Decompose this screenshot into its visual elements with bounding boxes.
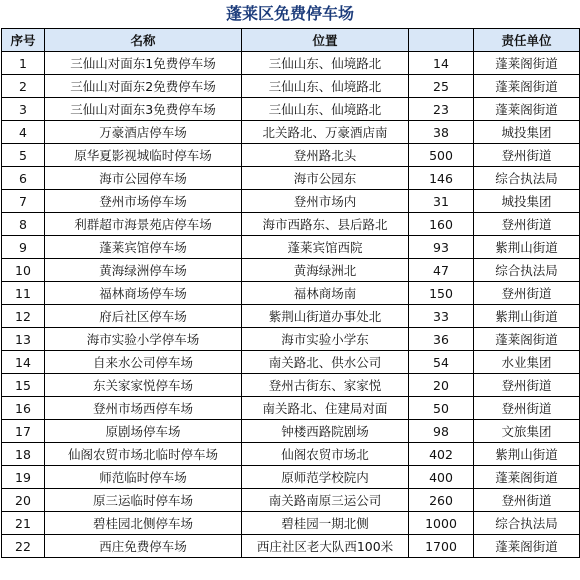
cell-unit: 蓬莱阁街道 xyxy=(474,328,580,351)
cell-name: 蓬莱宾馆停车场 xyxy=(45,236,242,259)
cell-count: 400 xyxy=(409,466,474,489)
cell-name: 仙阁农贸市场北临时停车场 xyxy=(45,443,242,466)
cell-unit: 登州街道 xyxy=(474,213,580,236)
cell-index: 18 xyxy=(2,443,45,466)
table-row xyxy=(2,213,580,236)
header-row xyxy=(2,29,580,52)
table-row xyxy=(2,121,580,144)
cell-location: 南关路南原三运公司 xyxy=(242,489,409,512)
cell-unit: 蓬莱阁街道 xyxy=(474,98,580,121)
cell-name: 海市公园停车场 xyxy=(45,167,242,190)
cell-count: 1700 xyxy=(409,535,474,558)
header-location: 位置 xyxy=(242,29,409,52)
cell-location: 紫荆山街道办事处北 xyxy=(242,305,409,328)
table-row xyxy=(2,259,580,282)
cell-unit: 蓬莱阁街道 xyxy=(474,52,580,75)
cell-count: 38 xyxy=(409,121,474,144)
cell-index: 10 xyxy=(2,259,45,282)
cell-name: 三仙山对面东2免费停车场 xyxy=(45,75,242,98)
cell-unit: 登州街道 xyxy=(474,282,580,305)
cell-count: 160 xyxy=(409,213,474,236)
table-row xyxy=(2,75,580,98)
cell-name: 原三运临时停车场 xyxy=(45,489,242,512)
cell-unit: 紫荆山街道 xyxy=(474,305,580,328)
cell-location: 海市公园东 xyxy=(242,167,409,190)
cell-name: 海市实验小学停车场 xyxy=(45,328,242,351)
cell-name: 万豪酒店停车场 xyxy=(45,121,242,144)
cell-index: 4 xyxy=(2,121,45,144)
cell-index: 21 xyxy=(2,512,45,535)
parking-table xyxy=(1,28,580,558)
cell-unit: 城投集团 xyxy=(474,121,580,144)
cell-unit: 登州街道 xyxy=(474,489,580,512)
header-count xyxy=(409,29,474,52)
table-row xyxy=(2,466,580,489)
table-row xyxy=(2,397,580,420)
cell-unit: 综合执法局 xyxy=(474,512,580,535)
cell-unit: 登州街道 xyxy=(474,144,580,167)
table-row xyxy=(2,144,580,167)
cell-index: 8 xyxy=(2,213,45,236)
table-row xyxy=(2,443,580,466)
table-row xyxy=(2,305,580,328)
cell-location: 三仙山东、仙境路北 xyxy=(242,52,409,75)
table-row xyxy=(2,236,580,259)
cell-count: 93 xyxy=(409,236,474,259)
cell-index: 2 xyxy=(2,75,45,98)
cell-location: 原师范学校院内 xyxy=(242,466,409,489)
cell-index: 19 xyxy=(2,466,45,489)
cell-name: 原华夏影视城临时停车场 xyxy=(45,144,242,167)
table-row xyxy=(2,167,580,190)
table-row xyxy=(2,420,580,443)
cell-location: 钟楼西路院剧场 xyxy=(242,420,409,443)
cell-unit: 登州街道 xyxy=(474,374,580,397)
cell-index: 17 xyxy=(2,420,45,443)
cell-location: 碧桂园一期北侧 xyxy=(242,512,409,535)
cell-name: 三仙山对面东3免费停车场 xyxy=(45,98,242,121)
cell-location: 南关路北、住建局对面 xyxy=(242,397,409,420)
table-row xyxy=(2,512,580,535)
table-row xyxy=(2,328,580,351)
cell-index: 14 xyxy=(2,351,45,374)
table-row xyxy=(2,489,580,512)
cell-location: 仙阁农贸市场北 xyxy=(242,443,409,466)
cell-location: 登州古街东、家家悦 xyxy=(242,374,409,397)
table-row xyxy=(2,190,580,213)
cell-count: 31 xyxy=(409,190,474,213)
header-unit: 责任单位 xyxy=(474,29,580,52)
cell-name: 府后社区停车场 xyxy=(45,305,242,328)
cell-index: 6 xyxy=(2,167,45,190)
cell-location: 海市实验小学东 xyxy=(242,328,409,351)
cell-index: 11 xyxy=(2,282,45,305)
sheet-title: 蓬莱区免费停车场 xyxy=(225,4,354,23)
cell-name: 登州市场停车场 xyxy=(45,190,242,213)
cell-count: 50 xyxy=(409,397,474,420)
cell-unit: 紫荆山街道 xyxy=(474,236,580,259)
cell-index: 13 xyxy=(2,328,45,351)
table-row xyxy=(2,374,580,397)
cell-count: 150 xyxy=(409,282,474,305)
cell-index: 16 xyxy=(2,397,45,420)
cell-unit: 蓬莱阁街道 xyxy=(474,75,580,98)
cell-unit: 登州街道 xyxy=(474,397,580,420)
cell-index: 12 xyxy=(2,305,45,328)
cell-location: 登州市场内 xyxy=(242,190,409,213)
cell-name: 黄海绿洲停车场 xyxy=(45,259,242,282)
header-name: 名称 xyxy=(45,29,242,52)
cell-count: 1000 xyxy=(409,512,474,535)
cell-name: 福林商场停车场 xyxy=(45,282,242,305)
cell-name: 碧桂园北侧停车场 xyxy=(45,512,242,535)
header-index: 序号 xyxy=(2,29,45,52)
cell-unit: 紫荆山街道 xyxy=(474,443,580,466)
cell-location: 南关路北、供水公司 xyxy=(242,351,409,374)
cell-location: 黄海绿洲北 xyxy=(242,259,409,282)
cell-name: 原剧场停车场 xyxy=(45,420,242,443)
cell-unit: 蓬莱阁街道 xyxy=(474,466,580,489)
cell-unit: 综合执法局 xyxy=(474,259,580,282)
cell-location: 福林商场南 xyxy=(242,282,409,305)
cell-count: 146 xyxy=(409,167,474,190)
cell-index: 20 xyxy=(2,489,45,512)
cell-count: 47 xyxy=(409,259,474,282)
cell-count: 402 xyxy=(409,443,474,466)
cell-unit: 综合执法局 xyxy=(474,167,580,190)
cell-count: 98 xyxy=(409,420,474,443)
cell-location: 西庄社区老大队西100米 xyxy=(242,535,409,558)
table-row xyxy=(2,52,580,75)
cell-index: 7 xyxy=(2,190,45,213)
cell-index: 5 xyxy=(2,144,45,167)
cell-count: 260 xyxy=(409,489,474,512)
cell-index: 15 xyxy=(2,374,45,397)
cell-location: 蓬莱宾馆西院 xyxy=(242,236,409,259)
cell-count: 23 xyxy=(409,98,474,121)
cell-name: 登州市场西停车场 xyxy=(45,397,242,420)
cell-count: 33 xyxy=(409,305,474,328)
cell-count: 500 xyxy=(409,144,474,167)
cell-unit: 城投集团 xyxy=(474,190,580,213)
cell-location: 三仙山东、仙境路北 xyxy=(242,98,409,121)
cell-count: 14 xyxy=(409,52,474,75)
cell-index: 22 xyxy=(2,535,45,558)
table-row xyxy=(2,98,580,121)
cell-index: 1 xyxy=(2,52,45,75)
cell-count: 36 xyxy=(409,328,474,351)
cell-location: 三仙山东、仙境路北 xyxy=(242,75,409,98)
cell-name: 利群超市海景苑店停车场 xyxy=(45,213,242,236)
cell-index: 9 xyxy=(2,236,45,259)
cell-name: 西庄免费停车场 xyxy=(45,535,242,558)
cell-name: 自来水公司停车场 xyxy=(45,351,242,374)
table-row xyxy=(2,535,580,558)
cell-name: 三仙山对面东1免费停车场 xyxy=(45,52,242,75)
cell-name: 东关家家悦停车场 xyxy=(45,374,242,397)
cell-location: 北关路北、万豪酒店南 xyxy=(242,121,409,144)
cell-name: 师范临时停车场 xyxy=(45,466,242,489)
table-row xyxy=(2,282,580,305)
table-row xyxy=(2,351,580,374)
cell-count: 25 xyxy=(409,75,474,98)
cell-unit: 文旅集团 xyxy=(474,420,580,443)
cell-location: 登州路北头 xyxy=(242,144,409,167)
cell-unit: 水业集团 xyxy=(474,351,580,374)
cell-count: 54 xyxy=(409,351,474,374)
spreadsheet xyxy=(1,0,579,558)
cell-unit: 蓬莱阁街道 xyxy=(474,535,580,558)
cell-index: 3 xyxy=(2,98,45,121)
cell-location: 海市西路东、县后路北 xyxy=(242,213,409,236)
table-body xyxy=(2,52,580,558)
cell-count: 20 xyxy=(409,374,474,397)
